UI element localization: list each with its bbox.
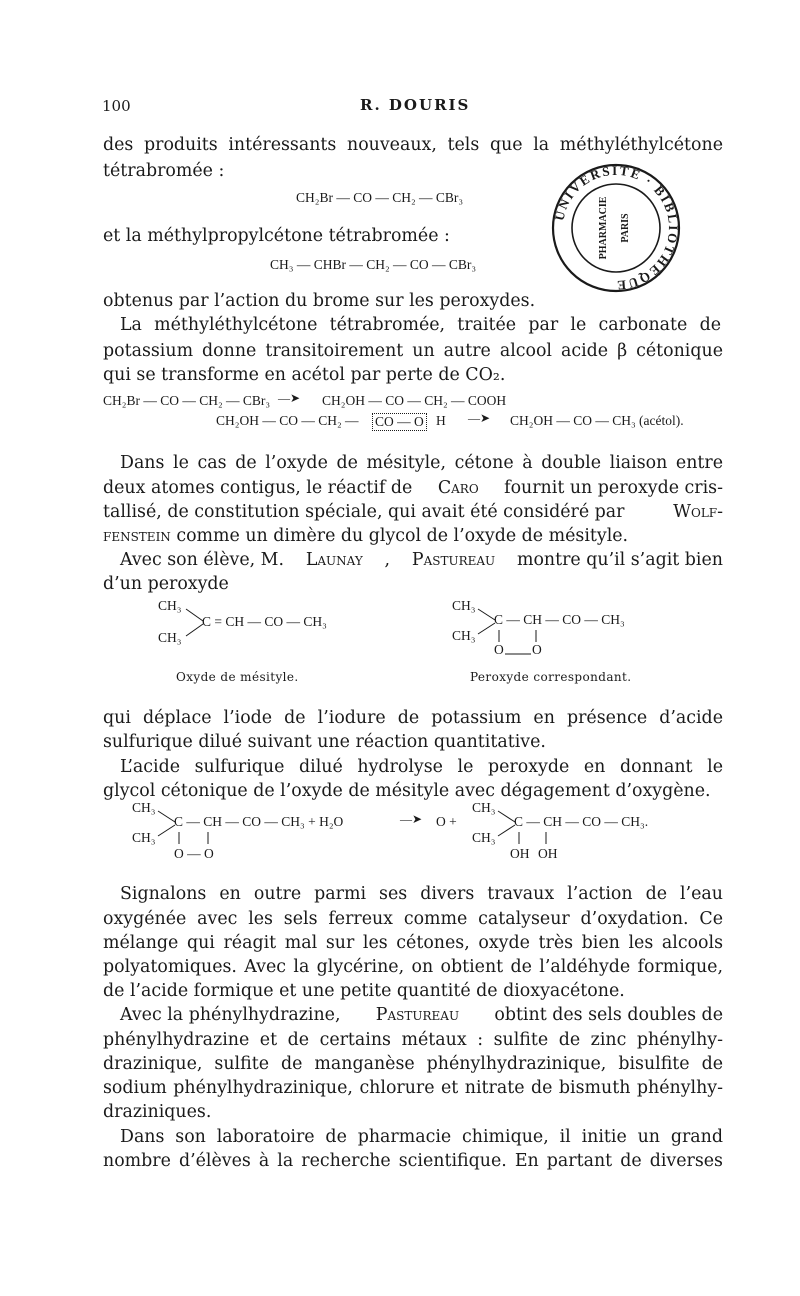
author-wolf: Wolf- xyxy=(673,502,723,522)
stamp-inner-right: PARIS xyxy=(620,213,631,243)
structure-peroxide xyxy=(452,598,692,688)
p4-comma: , xyxy=(384,550,391,570)
p7-line-5: de l’acide formique et une petite quantité de dioxyacétone. xyxy=(103,981,625,1001)
p3-line-2 xyxy=(103,476,723,501)
arrow-1: —➤ xyxy=(278,391,301,405)
p8-line-1-a: Avec la phénylhydrazine, xyxy=(120,1005,341,1025)
p7-line-4: polyatomiques. Avec la glycérine, on obtient de l’aldéhyde formique, xyxy=(103,957,723,977)
p7-line-2: oxygénée avec les sels ferreux comme catalyseur d’oxydation. Ce xyxy=(103,909,723,929)
rx-right-ch3-bot: CH₃ xyxy=(472,830,496,845)
author-pastureau: Pastureau xyxy=(411,550,496,570)
p4-line-1-b: montre qu’il s’agit bien xyxy=(516,550,723,570)
p8-line-1 xyxy=(120,1003,723,1028)
p8-line-4: sodium phénylhydrazinique, chlorure et nitrate de bismuth phénylhy- xyxy=(103,1078,723,1098)
rx-left-chain: C — CH — CO — CH₃ + H₂O xyxy=(174,814,344,829)
p8-line-2: phénylhydrazine et de certains métaux : sulfite de zinc phénylhy- xyxy=(103,1030,723,1050)
rx-left-ch3-bot: CH₃ xyxy=(132,830,156,845)
p1-line-2: tétrabromée : xyxy=(103,161,225,181)
reaction-2-h: H xyxy=(436,413,446,428)
p9-line-2: nombre d’élèves à la recherche scientifique. En partant de diverses xyxy=(103,1151,723,1171)
arrow-2: —➤ xyxy=(468,411,491,425)
s2-ch3-bot: CH₃ xyxy=(452,628,476,643)
caption-mesityl-oxide: Oxyde de mésityle. xyxy=(176,670,299,684)
p3-line-4 xyxy=(103,524,628,549)
reaction-1-reactant: CH₂Br — CO — CH₂ — CBr₃ xyxy=(103,393,271,408)
stamp-inner-ring xyxy=(572,184,660,272)
rx-right-chain: C — CH — CO — CH₃. xyxy=(514,814,649,829)
p3-line-2-b: fournit un peroxyde cris- xyxy=(504,478,723,498)
p3-line-3-a: tallisé, de constitution spéciale, qui avait été considéré par xyxy=(103,502,625,522)
p3-line-3 xyxy=(103,500,723,525)
s2-o-left: O xyxy=(494,642,504,657)
p4-line-1-a: Avec son élève, M. xyxy=(120,550,285,570)
rx-right-ch3-top: CH₃ xyxy=(472,800,496,815)
author-launay: Launay xyxy=(305,550,363,570)
s1-chain: C = CH — CO — CH₃ xyxy=(202,614,327,629)
s2-o-right: O xyxy=(532,642,542,657)
p8-line-3: drazinique, sulfite de manganèse phénylhydrazinique, bisulfite de xyxy=(103,1054,723,1074)
p9-line-1: Dans son laboratoire de pharmacie chimique, il initie un grand xyxy=(120,1127,723,1147)
p7-line-1: Signalons en outre parmi ses divers travaux l’action de l’eau xyxy=(120,884,723,904)
caption-peroxide: Peroxyde correspondant. xyxy=(470,670,632,684)
s1-ch3-top: CH₃ xyxy=(158,598,182,613)
rx-left-o: O — O xyxy=(174,846,214,861)
formula-tetrabromo-methylpropyl: CH₃ — CHBr — CH₂ — CO — CBr₃ xyxy=(270,257,477,272)
rx-right-oh1: OH xyxy=(510,846,530,861)
p6-line-2: glycol cétonique de l’oxyde de mésityle avec dégagement d’oxygène. xyxy=(103,781,711,801)
p3-line-4-a: comme un dimère du glycol de l’oxyde de mésityle. xyxy=(176,526,629,546)
p4-line-1 xyxy=(120,548,723,573)
s1-ch3-bot: CH₃ xyxy=(158,630,182,645)
p5-line-1: qui déplace l’iode de l’iodure de potassium en présence d’acide xyxy=(103,708,723,728)
reaction-2-reactant: CH₂OH — CO — CH₂ — xyxy=(216,413,359,428)
author-fenstein: fenstein xyxy=(103,526,171,546)
p5-line-2: sulfurique dilué suivant une réaction quantitative. xyxy=(103,732,546,752)
formula-tetrabromo-methylethyl: CH₂Br — CO — CH₂ — CBr₃ xyxy=(296,190,464,205)
s2-chain: C — CH — CO — CH₃ xyxy=(494,612,625,627)
p1-line-4: obtenus par l’action du brome sur les peroxydes. xyxy=(103,291,536,311)
reaction-2-boxed-co2: CO — O xyxy=(372,413,427,431)
reaction-1-product: CH₂OH — CO — CH₂ — COOH xyxy=(322,393,507,408)
stamp-inner-left: PHARMACIE xyxy=(598,196,609,260)
p6-line-1: L’acide sulfurique dilué hydrolyse le peroxyde en donnant le xyxy=(120,757,723,777)
p1-line-3: et la méthylpropylcétone tétrabromée : xyxy=(103,226,450,246)
author-caro: Caro xyxy=(437,478,479,498)
reaction-2-product: CH₂OH — CO — CH₃ (acétol). xyxy=(510,413,684,428)
p3-line-1: Dans le cas de l’oxyde de mésityle, cétone à double liaison entre xyxy=(120,453,723,473)
rx-arrow: —➤ xyxy=(400,812,423,826)
p8-line-5: draziniques. xyxy=(103,1102,212,1122)
p2-line-1: La méthyléthylcétone tétrabromée, traitée par le carbonate de xyxy=(120,315,721,335)
rx-left-ch3-top: CH₃ xyxy=(132,800,156,815)
p2-line-2: potassium donne transitoirement un autre alcool acide β cétonique xyxy=(103,341,723,361)
p2-line-3: qui se transforme en acétol par perte de CO₂. xyxy=(103,365,506,385)
running-title: R. DOURIS xyxy=(360,96,471,114)
structure-mesityl-oxide xyxy=(158,598,398,688)
hydrolysis-reaction xyxy=(132,800,732,872)
stamp-outer-text: UNIVERSITÉ · BIBLIOTHÈQUE xyxy=(551,162,682,294)
page-number: 100 xyxy=(102,97,131,115)
rx-right-oh2: OH xyxy=(538,846,558,861)
p7-line-3: mélange qui réagit mal sur les cétones, oxyde très bien les alcools xyxy=(103,933,723,953)
library-stamp xyxy=(548,160,684,296)
p8-line-1-b: obtint des sels doubles de xyxy=(494,1005,723,1025)
p3-line-2-a: deux atomes contigus, le réactif de xyxy=(103,478,413,498)
rx-oxygen: O + xyxy=(436,814,457,829)
p1-line-1: des produits intéressants nouveaux, tels que la méthyléthylcétone xyxy=(103,135,723,155)
author-pastureau-2: Pastureau xyxy=(375,1005,460,1025)
p4-line-2: d’un peroxyde xyxy=(103,574,229,594)
s2-ch3-top: CH₃ xyxy=(452,598,476,613)
